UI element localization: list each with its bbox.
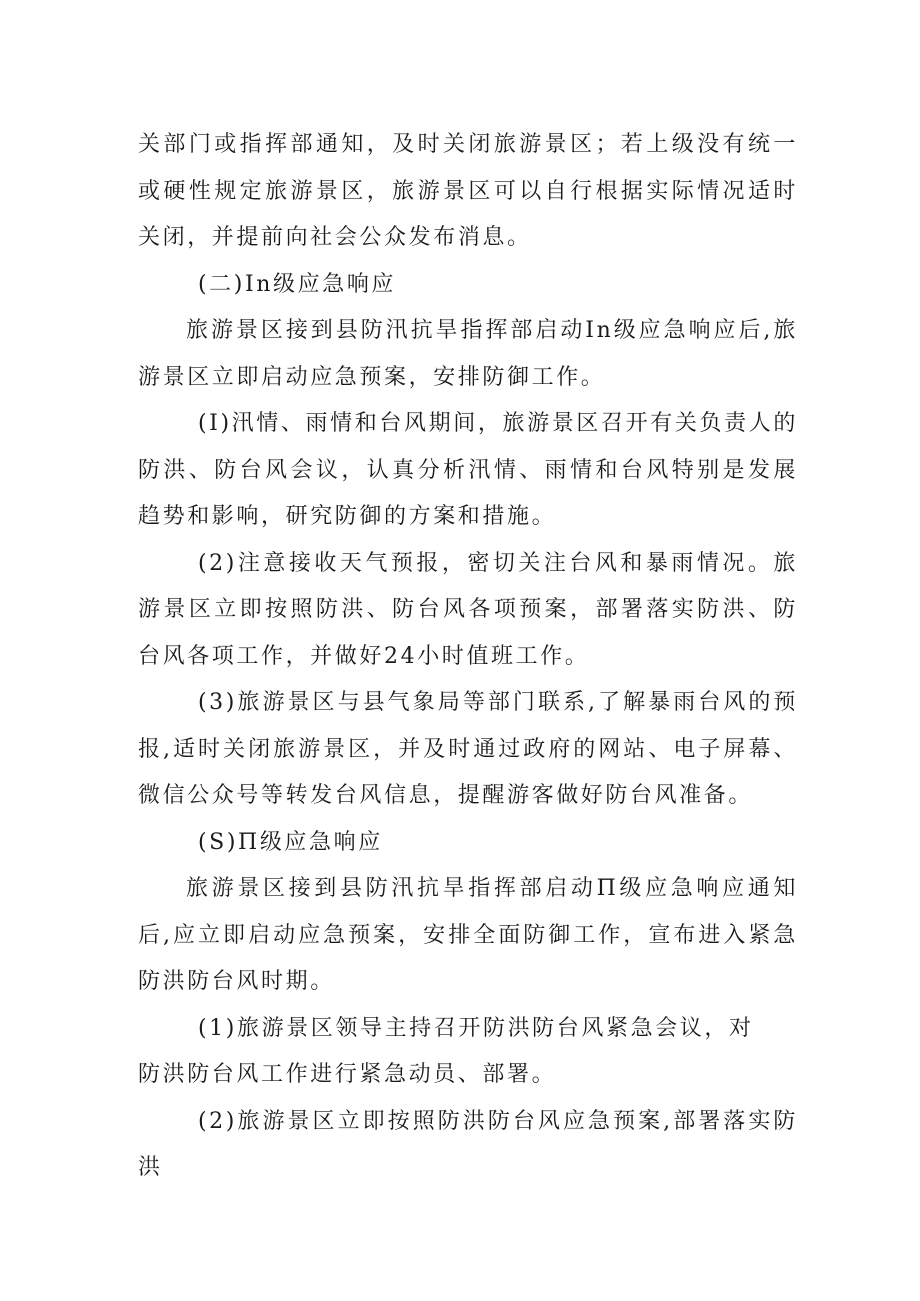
- list-item-1-continuation: 防洪防台风工作进行紧急动员、部署。: [138, 1062, 557, 1087]
- list-item-1-meeting: (I)汛情、雨情和台风期间，旅游景区召开有关负责人的防洪、防台风会议，认真分析汛情、雨情和台风特别是发展趋势和影响，研究防御的方案和措施。: [138, 411, 798, 529]
- document-body: [138, 122, 798, 1192]
- paragraph-level-3-intro: 旅游景区接到县防汛抗旱指挥部启动In级应急响应后,旅游景区立即启动应急预案，安排防御工作。: [138, 318, 798, 390]
- list-item-2-deploy-plan: (2)旅游景区立即按照防洪防台风应急预案,部署落实防洪: [138, 1108, 798, 1180]
- list-item-3-contact-meteorology: (3)旅游景区与县气象局等部门联系,了解暴雨台风的预报,适时关闭旅游景区，并及时通过政府的网站、电子屏幕、微信公众号等转发台风信息，提醒游客做好防台风准备。: [138, 690, 798, 808]
- section-heading-level-2-response: (S)Π级应急响应: [198, 829, 383, 855]
- list-item-1-emergency-meeting: (1)旅游景区领导主持召开防洪防台风紧急会议，对: [198, 1015, 754, 1041]
- paragraph-closing-notice: 关部门或指挥部通知，及时关闭旅游景区；若上级没有统一或硬性规定旅游景区，旅游景区可以自行根据实际情况适时关闭，并提前向社会公众发布消息。: [138, 132, 798, 250]
- section-heading-level-3-response: (二)In级应急响应: [198, 271, 397, 297]
- list-item-2-weather-forecast: (2)注意接收天气预报，密切关注台风和暴雨情况。旅游景区立即按照防洪、防台风各项预案，部署落实防洪、防台风各项工作，并做好24小时值班工作。: [138, 550, 798, 669]
- paragraph-level-2-intro: 旅游景区接到县防汛抗旱指挥部启动Π级应急响应通知后,应立即启动应急预案，安排全面防御工作，宣布进入紧急防洪防台风时期。: [138, 876, 798, 994]
